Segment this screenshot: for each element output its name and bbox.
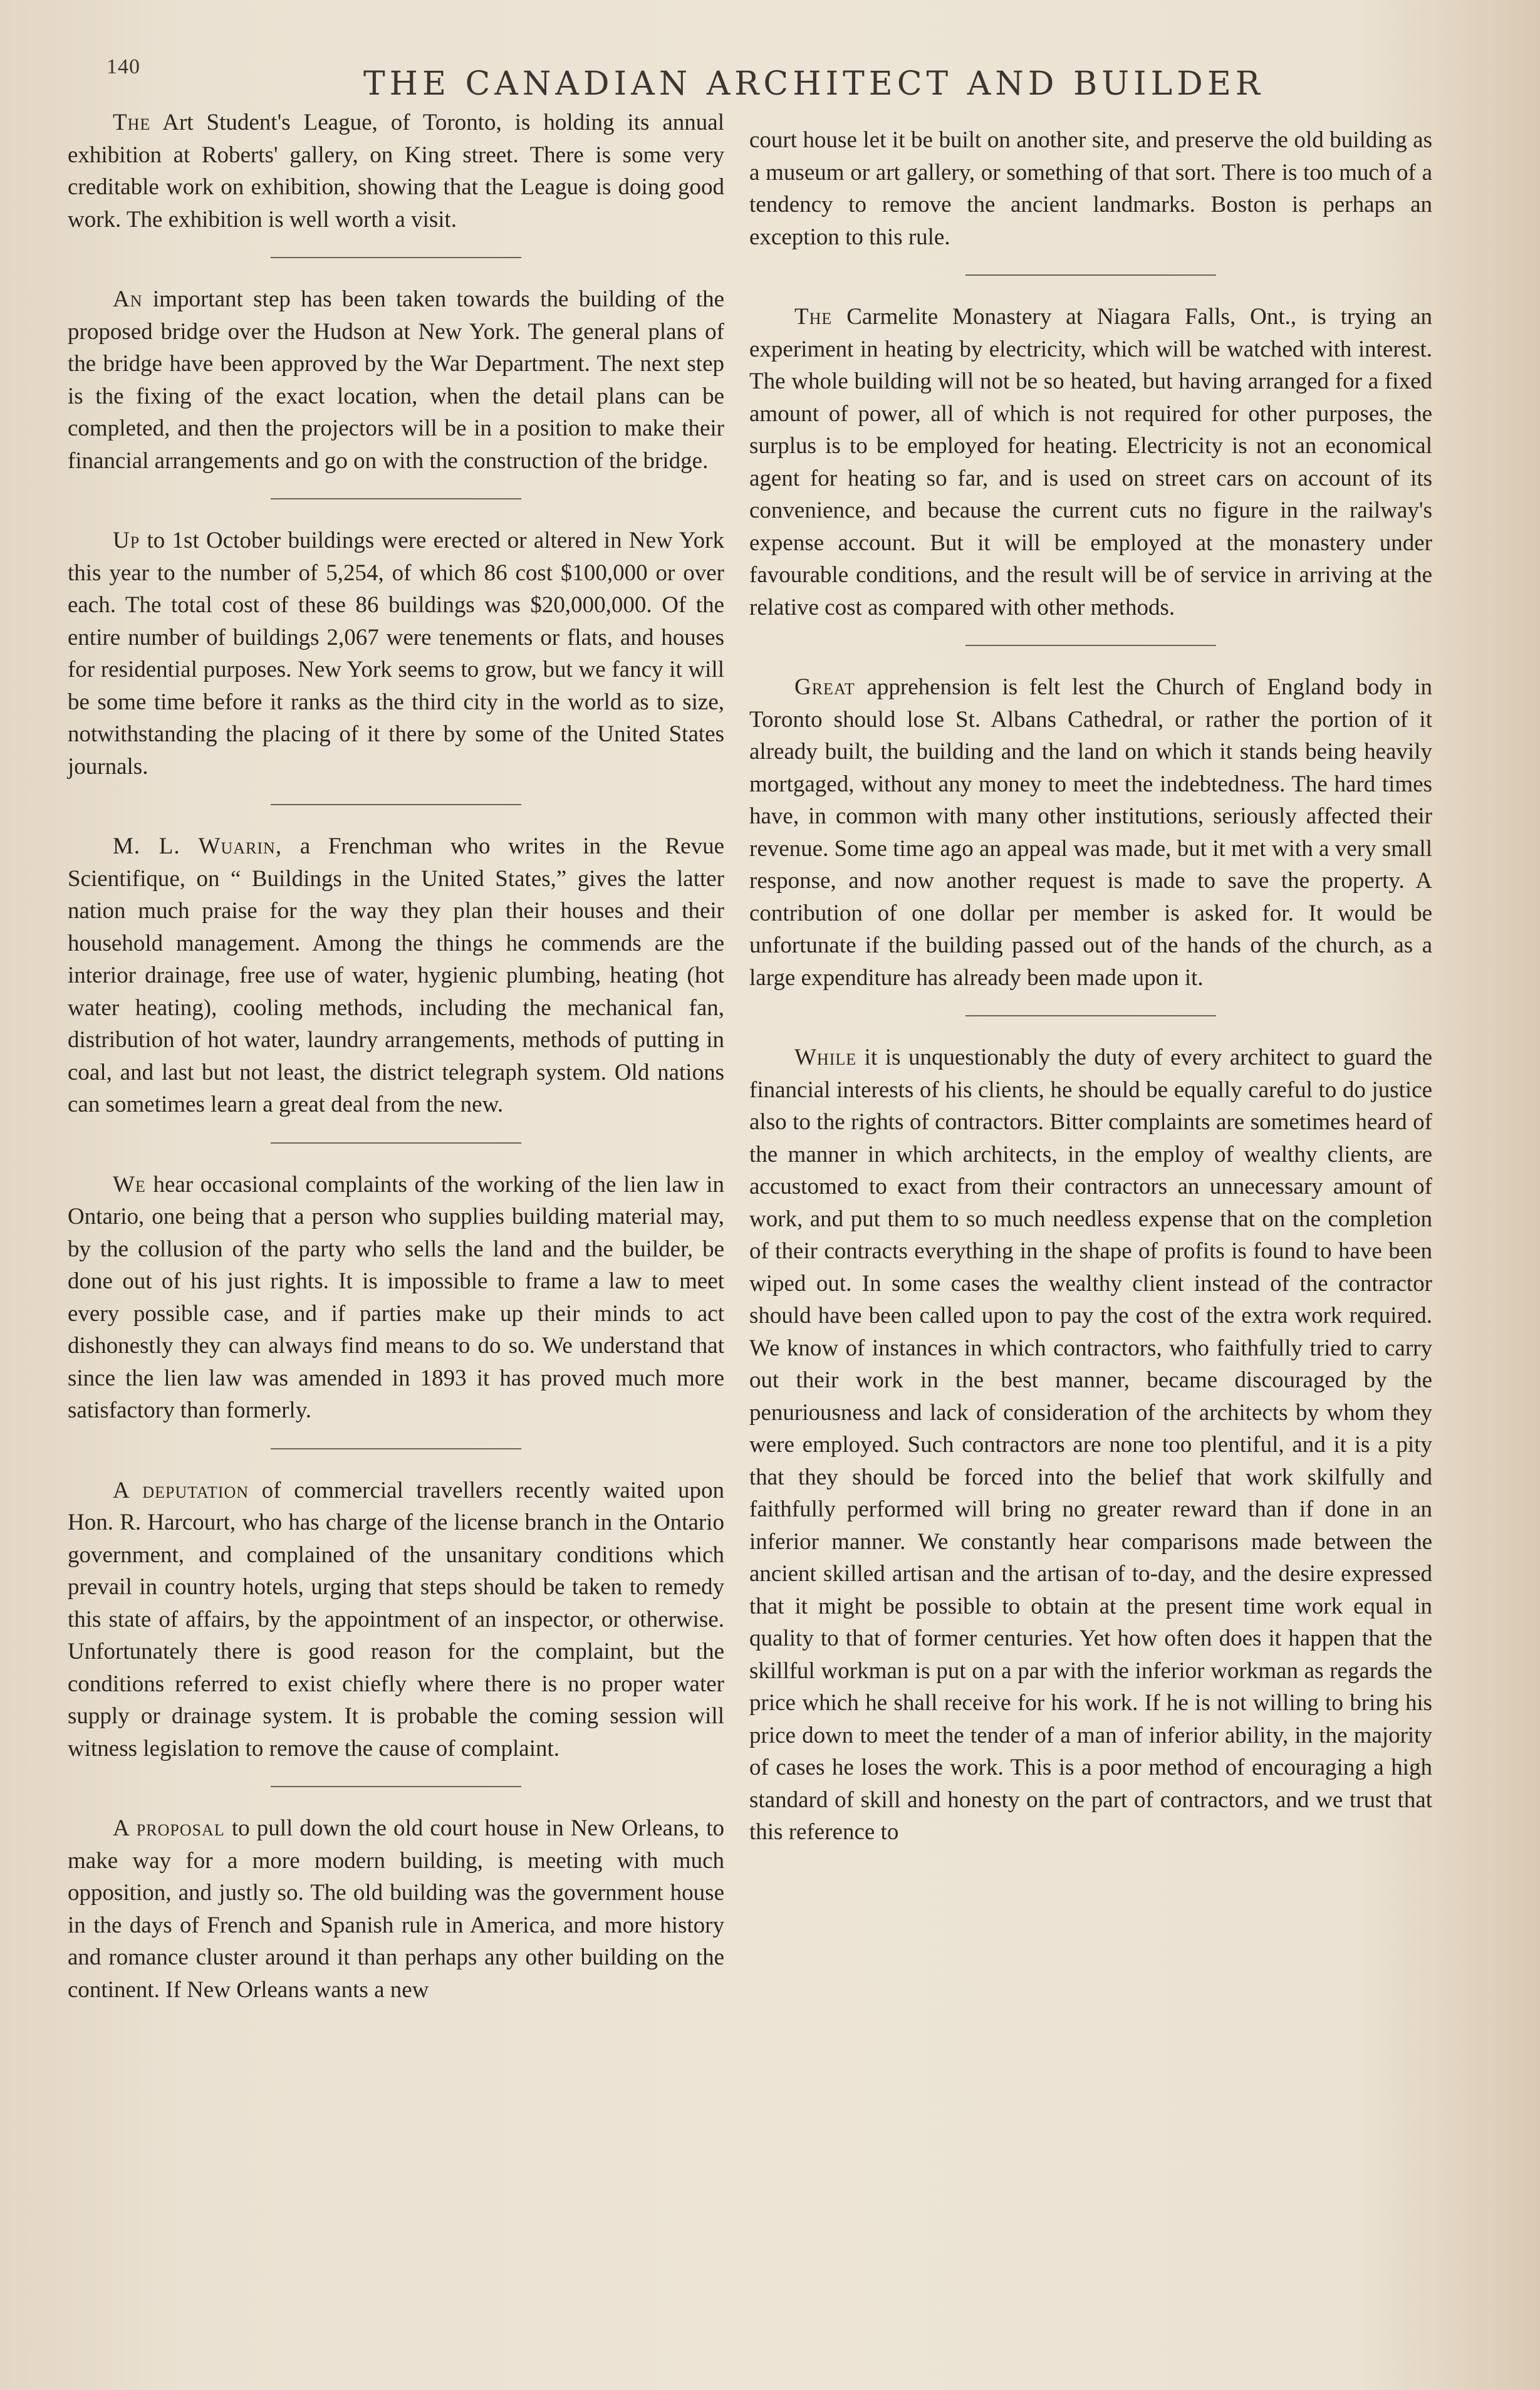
article-carmelite-monastery [749, 301, 1432, 624]
section-divider [271, 1786, 521, 1787]
article-art-league [68, 107, 724, 236]
section-divider [965, 645, 1216, 646]
article-new-orleans-continued [749, 124, 1432, 253]
right-column [749, 124, 1432, 1849]
lead-word: Great [794, 674, 855, 700]
running-head-title: THE CANADIAN ARCHITECT AND BUILDER [363, 65, 1264, 103]
article-body: Carmelite Monastery at Niagara Falls, Ont., is trying an experiment in heating by electricity, which will be watched with interest. The whole building will not be so heated, but having arranged for a fixed amount of power, all of which is not required for other purposes, the surplus is to be employed for heating. Electricity is not an economical agent for heating so far, and is used on street cars on account of its convenience, and because the current cuts no figure in the railway's expense account. But it will be employed at the monastery under favourable conditions, and the result will be of service in arriving at the relative cost as compared with other methods. [749, 304, 1432, 620]
article-body: of commercial travellers recently waited upon Hon. R. Harcourt, who has charge of the license branch in the Ontario government, and complained of the unsanitary conditions which prevail in country hotels, urging that steps should be taken to remedy this state of affairs, by the appointment of an inspector, or otherwise. Unfortunately there is good reason for the complaint, but the conditions referred to exist chiefly where there is no proper water supply or drainage system. It is probable the coming session will witness legislation to remove the cause of complaint. [68, 1477, 724, 1761]
article-architects-contractors [749, 1041, 1432, 1849]
section-divider [271, 804, 521, 805]
article-new-york-buildings [68, 524, 724, 783]
lead-word: The [113, 110, 151, 135]
article-body: hear occasional complaints of the working of the lien law in Ontario, one being that a person who supplies building material may, by the collusion of the party who sells the land and the builder, be done out of his just rights. It is impossible to frame a law to meet every possible case, and if parties make up their minds to act dishonestly they can always find means to do so. We understand that since the lien law was amended in 1893 it has proved much more satisfactory than formerly. [68, 1171, 725, 1423]
article-body: apprehension is felt lest the Church of England body in Toronto should lose St. Albans Cathedral, or rather the portion of it already built, the building and the land on which it stands being heavily mortgaged, without any money to meet the indebtedness. The hard times have, in common with many other institutions, seriously affected their revenue. Some time ago an appeal was made, but it met with a very small response, and now another request is made to save the property. A contribution of one dollar per member is asked for. It would be unfortunate if the building passed out of the hands of the church, as a large expenditure has already been made upon it. [749, 674, 1432, 991]
lead-word: A proposal [113, 1815, 225, 1841]
lead-word: A deputation [113, 1477, 249, 1503]
section-divider [271, 498, 521, 499]
article-body: a Frenchman who writes in the Revue Scientifique, on “ Buildings in the United States,” gives the latter nation much praise for the way they plan their houses and their household management. Among the things he commends are the interior drainage, free use of water, hygienic plumbing, heating (hot water heating), cooling methods, including the mechanical fan, distribution of hot water, laundry arrangements, methods of putting in coal, and last but not least, the district telegraph system. Old nations can sometimes learn a great deal from the new. [68, 833, 724, 1117]
article-body: it is unquestionably the duty of every architect to guard the financial interests of his clients, he should be equally careful to do justice also to the rights of contractors. Bitter complaints are sometimes heard of the manner in which architects, in the employ of wealthy clients, are accustomed to exact from their contractors an unnecessary amount of work, and put them to so much needless expense that on the completion of their contracts everything in the shape of profits is found to have been wiped out. In some cases the wealthy client instead of the contractor should have been called upon to pay the cost of the extra work required. We know of instances in which contractors, who faithfully tried to carry out their work in the best manner, became discouraged by the penuriousness and lack of consideration of the architects by whom they were employed. Such contractors are none too plentiful, and it is a pity that they should be forced into the belief that work skilfully and faithfully performed will bring no greater reward than if done in an inferior manner. We constantly hear comparisons made between the ancient skilled artisan and the artisan of to-day, and the desire expressed that it might be possible to obtain at the present time work equal in quality to that of former centuries. Yet how often does it happen that the skillful workman is put on a par with the inferior workman as regards the price which he shall receive for his work. If he is not willing to bring his price down to meet the tender of a man of inferior ability, in the majority of cases he loses the work. This is a poor method of encouraging a high standard of skill and honesty on the part of contractors, and we trust that this reference to [749, 1045, 1432, 1845]
page-number: 140 [107, 55, 140, 78]
section-divider [271, 1448, 521, 1449]
lead-word: We [113, 1171, 146, 1198]
article-st-albans [749, 671, 1432, 994]
article-body: important step has been taken towards the building of the proposed bridge over the Hudson at New York. The general plans of the bridge have been approved by the War Department. The next step is the fixing of the exact location, when the detail plans can be completed, and then the projectors will be in a position to make their financial arrangements and go on with the construction of the bridge. [68, 286, 724, 474]
lead-word: Up [113, 528, 140, 553]
lead-word: An [113, 286, 143, 312]
section-divider [271, 257, 521, 258]
section-divider [965, 274, 1216, 276]
section-divider [965, 1015, 1216, 1016]
article-body: Art Student's League, of Toronto, is holding its annual exhibition at Roberts' gallery, on King street. There is some very creditable work on exhibition, showing that the League is doing good work. The exhibition is well worth a visit. [68, 110, 724, 232]
lead-word: M. L. Wuarin, [113, 833, 283, 859]
article-body: to 1st October buildings were erected or altered in New York this year to the number of 5,254, of which 86 cost $100,000 or over each. The total cost of these 86 buildings was $20,000,000. Of the entire number of buildings 2,067 were tenements or flats, and houses for residential purposes. New York seems to grow, but we fancy it will be some time before it ranks as the third city in the world as to size, notwithstanding the placing of it there by some of the United States journals. [68, 528, 724, 780]
article-commercial-travellers [68, 1474, 724, 1765]
left-column [68, 107, 724, 2006]
section-divider [271, 1142, 521, 1144]
article-lien-law [68, 1169, 724, 1427]
article-wuarin [68, 830, 724, 1121]
article-new-orleans [68, 1812, 724, 2006]
article-body: court house let it be built on another site, and preserve the old building as a museum or art gallery, or something of that sort. There is too much of a tendency to remove the ancient landmarks. Boston is perhaps an exception to this rule. [749, 127, 1432, 250]
article-hudson-bridge [68, 283, 724, 477]
lead-word: While [794, 1045, 857, 1070]
lead-word: The [794, 304, 833, 330]
article-body: to pull down the old court house in New Orleans, to make way for a more modern building, is meeting with much opposition, and justly so. The old building was the government house in the days of French and Spanish rule in America, and more history and romance cluster around it than perhaps any other building on the continent. If New Orleans wants a new [68, 1815, 724, 2003]
